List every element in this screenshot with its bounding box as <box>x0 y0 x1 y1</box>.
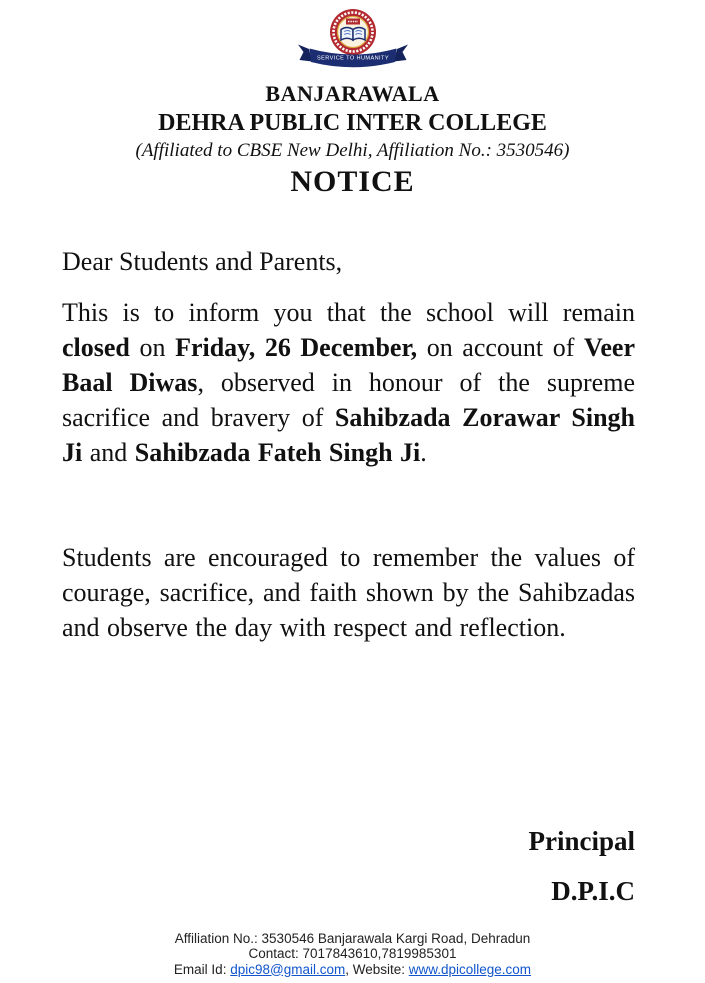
email-label: Email Id: <box>173 961 231 977</box>
college-emblem-icon <box>297 8 409 68</box>
signature-role: Principal <box>528 826 635 856</box>
paragraph-values-message: Students are encouraged to remember the values of courage, sacrifice, and faith shown by the Sahibzadas and observe the day with respect and reflection. <box>62 543 635 642</box>
footer-contact: Contact: 7017843610,7819985301 <box>248 946 457 961</box>
logo-ribbon-text: SERVICE TO HUMANITY <box>316 55 389 62</box>
paragraph-closure-announcement: This is to inform you that the school will remain closed on Friday, 26 December, on account of Veer Baal Diwas, observed in honour of the supreme sacrifice and bravery of Sahibzada Zorawar Singh Ji and Sahibzada Fateh Singh Ji. <box>62 298 635 467</box>
website-link[interactable]: www.dpicollege.com <box>408 961 532 977</box>
college-logo <box>0 0 705 68</box>
salutation: Dear Students and Parents, <box>62 247 343 276</box>
college-location-title: BANJARAWALA <box>265 81 440 106</box>
website-label: , Website: <box>345 961 409 977</box>
signature-block <box>529 816 636 916</box>
college-name-title: DEHRA PUBLIC INTER COLLEGE <box>158 110 547 136</box>
affiliation-line: (Affiliated to CBSE New Delhi, Affiliation No.: 3530546) <box>135 140 570 161</box>
notice-header <box>0 0 705 199</box>
footer <box>0 931 705 978</box>
footer-affiliation-address: Affiliation No.: 3530546 Banjarawala Kargi Road, Dehradun <box>174 930 531 946</box>
open-book-icon <box>341 28 365 41</box>
email-link[interactable]: dpic98@gmail.com <box>230 961 346 977</box>
notice-body <box>62 244 635 645</box>
footer-links-line <box>0 962 705 978</box>
notice-title: NOTICE <box>290 165 415 198</box>
signature-org: D.P.I.C <box>551 876 635 906</box>
